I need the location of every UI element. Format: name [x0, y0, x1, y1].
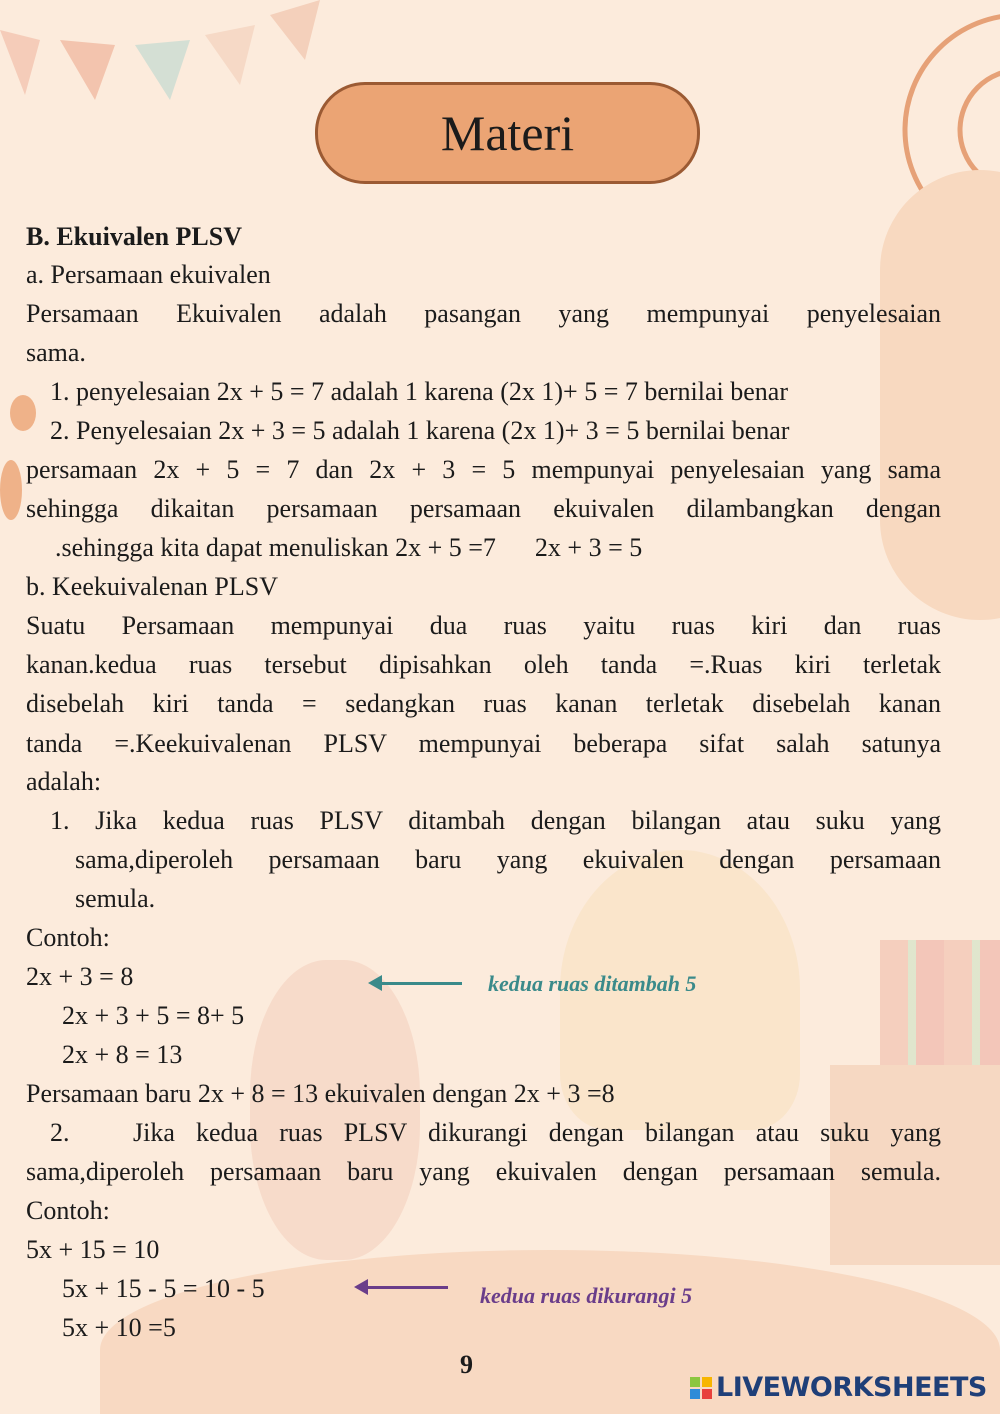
list-item: 2. Jika kedua ruas PLSV dikurangi dengan bilangan atau suku yang [50, 1118, 941, 1147]
list-item: sama,diperoleh persamaan baru yang ekuivalen dengan persamaan [75, 845, 941, 874]
annotation-subtracted: kedua ruas dikurangi 5 [480, 1283, 693, 1308]
list-item: semula. [75, 884, 156, 913]
list-item: 2. Penyelesaian 2x + 3 = 5 adalah 1 karena (2x 1)+ 3 = 5 bernilai benar [50, 416, 790, 445]
liveworksheets-logo [690, 1372, 987, 1403]
blob-decoration [880, 170, 1000, 620]
equation: 2x + 8 = 13 [62, 1040, 183, 1069]
text-line: tanda =.Keekuivalenan PLSV mempunyai beberapa sifat salah satunya [26, 729, 941, 758]
bunting-decoration [0, 0, 340, 110]
list-item: 1. Jika kedua ruas PLSV ditambah dengan bilangan atau suku yang [50, 806, 941, 835]
equation: 5x + 15 - 5 = 10 - 5 [62, 1274, 265, 1303]
kids-illustration [250, 960, 420, 1260]
subheading: b. Keekuivalenan PLSV [26, 572, 279, 601]
list-item: sama,diperoleh persamaan baru yang ekuivalen dengan persamaan semula. [26, 1157, 941, 1186]
text-line: Persamaan Ekuivalen adalah pasangan yang mempunyai penyelesaian [26, 299, 941, 328]
page-number: 9 [460, 1350, 473, 1379]
live-blocks-icon [690, 1377, 712, 1399]
text-line: adalah: [26, 767, 102, 796]
text-line: .sehingga kita dapat menuliskan 2x + 5 =7 2x + 3 = 5 [55, 533, 643, 562]
text-line: Persamaan baru 2x + 8 = 13 ekuivalen dengan 2x + 3 =8 [26, 1079, 615, 1108]
logo-text: LIVEWORKSHEETS [716, 1372, 987, 1403]
text-line: disebelah kiri tanda = sedangkan ruas kanan terletak disebelah kanan [26, 689, 941, 718]
page-title: Materi [440, 105, 575, 161]
equation: 5x + 15 = 10 [26, 1235, 160, 1264]
dot-decoration [0, 460, 22, 520]
list-item: 1. penyelesaian 2x + 5 = 7 adalah 1 karena (2x 1)+ 5 = 7 bernilai benar [50, 377, 789, 406]
text-line: kanan.kedua ruas tersebut dipisahkan oleh tanda =.Ruas kiri terletak [26, 650, 941, 679]
equation: 2x + 3 = 8 [26, 962, 134, 991]
arrow-left-icon [366, 1286, 448, 1289]
example-label: Contoh: [26, 1196, 110, 1225]
text-line: persamaan 2x + 5 = 7 dan 2x + 3 = 5 mempunyai penyelesaian yang sama [26, 455, 941, 484]
books-decoration [880, 940, 1000, 1065]
dot-decoration [10, 395, 36, 431]
text-line: sama. [26, 338, 86, 367]
annotation-added: kedua ruas ditambah 5 [488, 971, 697, 996]
text-line: Suatu Persamaan mempunyai dua ruas yaitu ruas kiri dan ruas [26, 611, 941, 640]
title-banner [315, 82, 700, 184]
section-heading: B. Ekuivalen PLSV [26, 222, 243, 251]
arrow-left-icon [380, 982, 462, 985]
text-line: sehingga dikaitan persamaan persamaan ekuivalen dilambangkan dengan [26, 494, 941, 523]
example-label: Contoh: [26, 923, 110, 952]
subheading: a. Persamaan ekuivalen [26, 260, 271, 289]
equation: 5x + 10 =5 [62, 1313, 176, 1342]
equation: 2x + 3 + 5 = 8+ 5 [62, 1001, 245, 1030]
